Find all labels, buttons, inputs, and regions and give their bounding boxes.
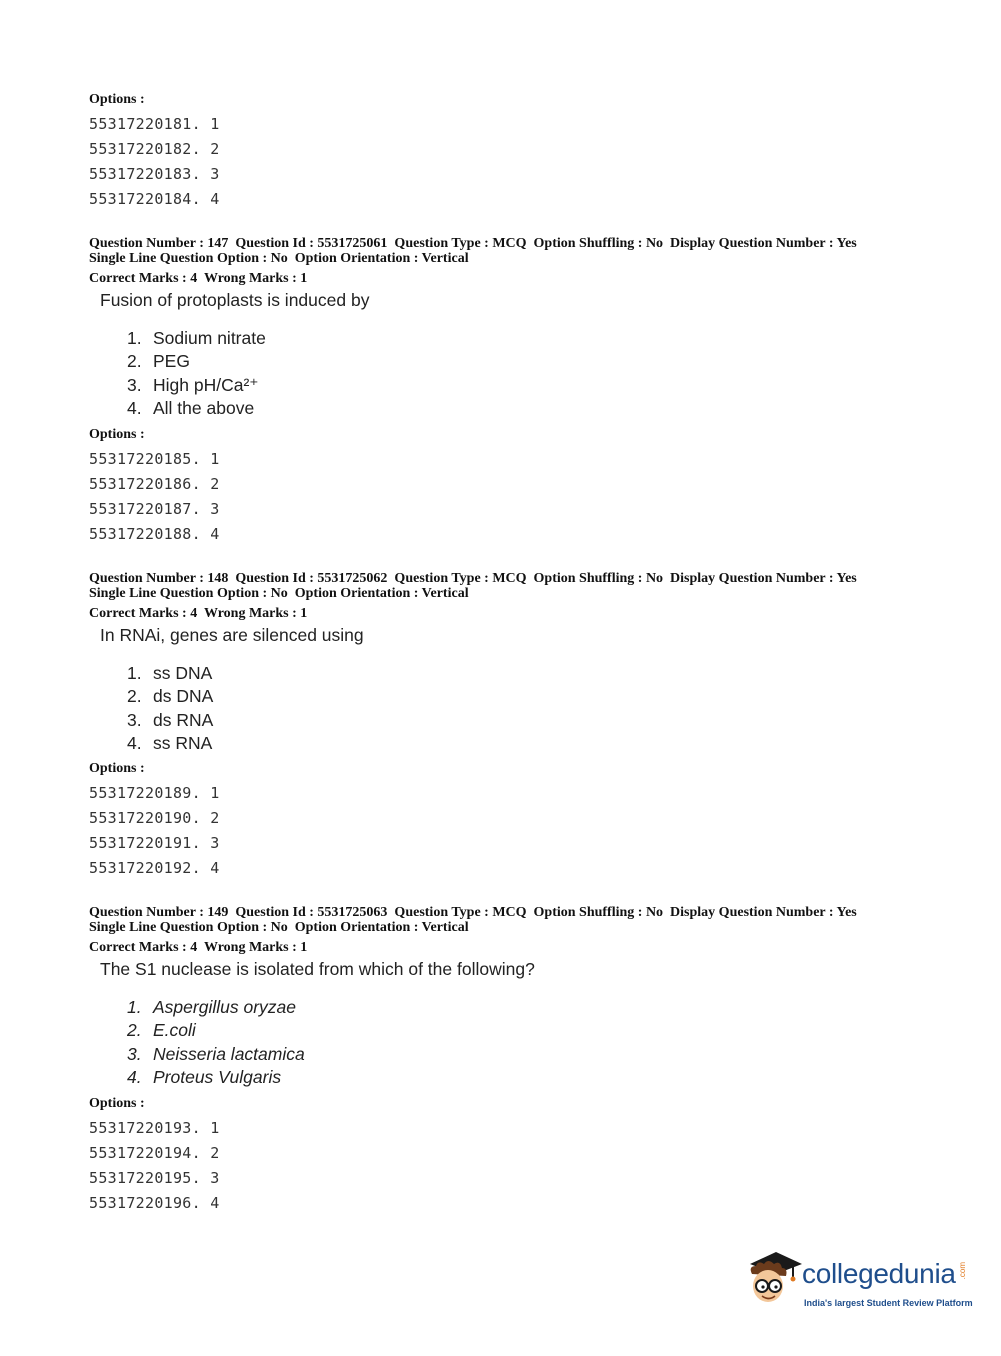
choice-text: High pH/Ca²⁺ <box>153 374 259 395</box>
question-meta-line2: Single Line Question Option : No Option Orientation : Vertical <box>89 586 469 601</box>
choice-list <box>127 662 969 755</box>
options-title: Options : <box>89 92 145 107</box>
choice-text: Aspergillus oryzae <box>153 997 296 1017</box>
question-block-148 <box>89 571 969 755</box>
options-block-149 <box>89 1096 969 1216</box>
options-list <box>89 112 969 212</box>
option-item: 55317220192. 4 <box>89 859 220 877</box>
choice-item <box>127 662 969 685</box>
choice-item <box>127 685 969 708</box>
choice-text: All the above <box>153 397 255 418</box>
options-list <box>89 781 969 881</box>
choice-text: ds DNA <box>153 686 214 707</box>
choice-number: 4. <box>127 732 142 753</box>
options-block-top <box>89 92 969 212</box>
choice-number: 2. <box>127 686 142 707</box>
options-list <box>89 447 969 547</box>
option-item: 55317220196. 4 <box>89 1194 220 1212</box>
question-meta-line1: Question Number : 148 Question Id : 5531725062 Question Type : MCQ Option Shuffling : No Display Question Number : Yes <box>89 571 857 586</box>
choice-number: 4. <box>127 397 142 418</box>
option-item: 55317220181. 1 <box>89 115 220 133</box>
choice-text: ss DNA <box>153 663 213 683</box>
question-marks: Correct Marks : 4 Wrong Marks : 1 <box>89 940 308 955</box>
choice-item <box>127 1066 969 1089</box>
choice-text: ds RNA <box>153 709 214 730</box>
choice-list <box>127 327 969 420</box>
logo-suffix: .com <box>958 1262 967 1280</box>
choice-item <box>127 350 969 373</box>
question-meta-line2: Single Line Question Option : No Option Orientation : Vertical <box>89 920 469 935</box>
question-meta-line2: Single Line Question Option : No Option Orientation : Vertical <box>89 251 469 266</box>
choice-number: 1. <box>127 997 142 1017</box>
option-item: 55317220185. 1 <box>89 450 220 468</box>
choice-item <box>127 397 969 420</box>
question-text: The S1 nuclease is isolated from which of the following? <box>100 959 535 979</box>
choice-number: 4. <box>127 1066 142 1087</box>
collegedunia-logo[interactable] <box>742 1248 982 1318</box>
choice-number: 2. <box>127 1020 142 1041</box>
choice-text: Proteus Vulgaris <box>153 1066 282 1087</box>
question-meta-line1: Question Number : 149 Question Id : 5531725063 Question Type : MCQ Option Shuffling : No Display Question Number : Yes <box>89 905 857 920</box>
option-item: 55317220193. 1 <box>89 1119 220 1137</box>
logo-wordmark: collegedunia <box>802 1258 956 1289</box>
option-item: 55317220191. 3 <box>89 834 220 852</box>
question-marks: Correct Marks : 4 Wrong Marks : 1 <box>89 271 308 286</box>
choice-item <box>127 1019 969 1042</box>
options-title: Options : <box>89 761 145 776</box>
choice-text: PEG <box>153 351 190 372</box>
choice-text: E.coli <box>153 1020 196 1041</box>
choice-number: 3. <box>127 709 142 730</box>
question-marks: Correct Marks : 4 Wrong Marks : 1 <box>89 606 308 621</box>
choice-item <box>127 732 969 755</box>
choice-number: 3. <box>127 374 142 395</box>
options-block-147 <box>89 427 969 547</box>
options-list <box>89 1116 969 1216</box>
choice-text: Sodium nitrate <box>153 328 266 348</box>
choice-item <box>127 327 969 350</box>
option-item: 55317220188. 4 <box>89 525 220 543</box>
mascot-icon <box>742 1248 802 1310</box>
choice-item <box>127 709 969 732</box>
choice-item <box>127 996 969 1019</box>
question-text: In RNAi, genes are silenced using <box>100 625 364 645</box>
option-item: 55317220190. 2 <box>89 809 220 827</box>
choice-text: ss RNA <box>153 732 213 753</box>
option-item: 55317220195. 3 <box>89 1169 220 1187</box>
choice-number: 2. <box>127 351 142 372</box>
options-title: Options : <box>89 1096 145 1111</box>
choice-number: 1. <box>127 663 142 683</box>
option-item: 55317220186. 2 <box>89 475 220 493</box>
options-title: Options : <box>89 427 145 442</box>
option-item: 55317220194. 2 <box>89 1144 220 1162</box>
option-item: 55317220189. 1 <box>89 784 220 802</box>
question-block-149 <box>89 905 969 1089</box>
question-text: Fusion of protoplasts is induced by <box>100 290 370 310</box>
question-block-147 <box>89 236 969 420</box>
option-item: 55317220182. 2 <box>89 140 220 158</box>
question-meta-line1: Question Number : 147 Question Id : 5531725061 Question Type : MCQ Option Shuffling : No Display Question Number : Yes <box>89 236 857 251</box>
choice-number: 1. <box>127 328 142 348</box>
options-block-148 <box>89 761 969 881</box>
option-item: 55317220187. 3 <box>89 500 220 518</box>
choice-item <box>127 374 969 397</box>
choice-list <box>127 996 969 1089</box>
choice-number: 3. <box>127 1043 142 1064</box>
logo-tagline: India's largest Student Review Platform <box>804 1298 973 1308</box>
option-item: 55317220183. 3 <box>89 165 220 183</box>
option-item: 55317220184. 4 <box>89 190 220 208</box>
choice-item <box>127 1043 969 1066</box>
choice-text: Neisseria lactamica <box>153 1043 305 1064</box>
